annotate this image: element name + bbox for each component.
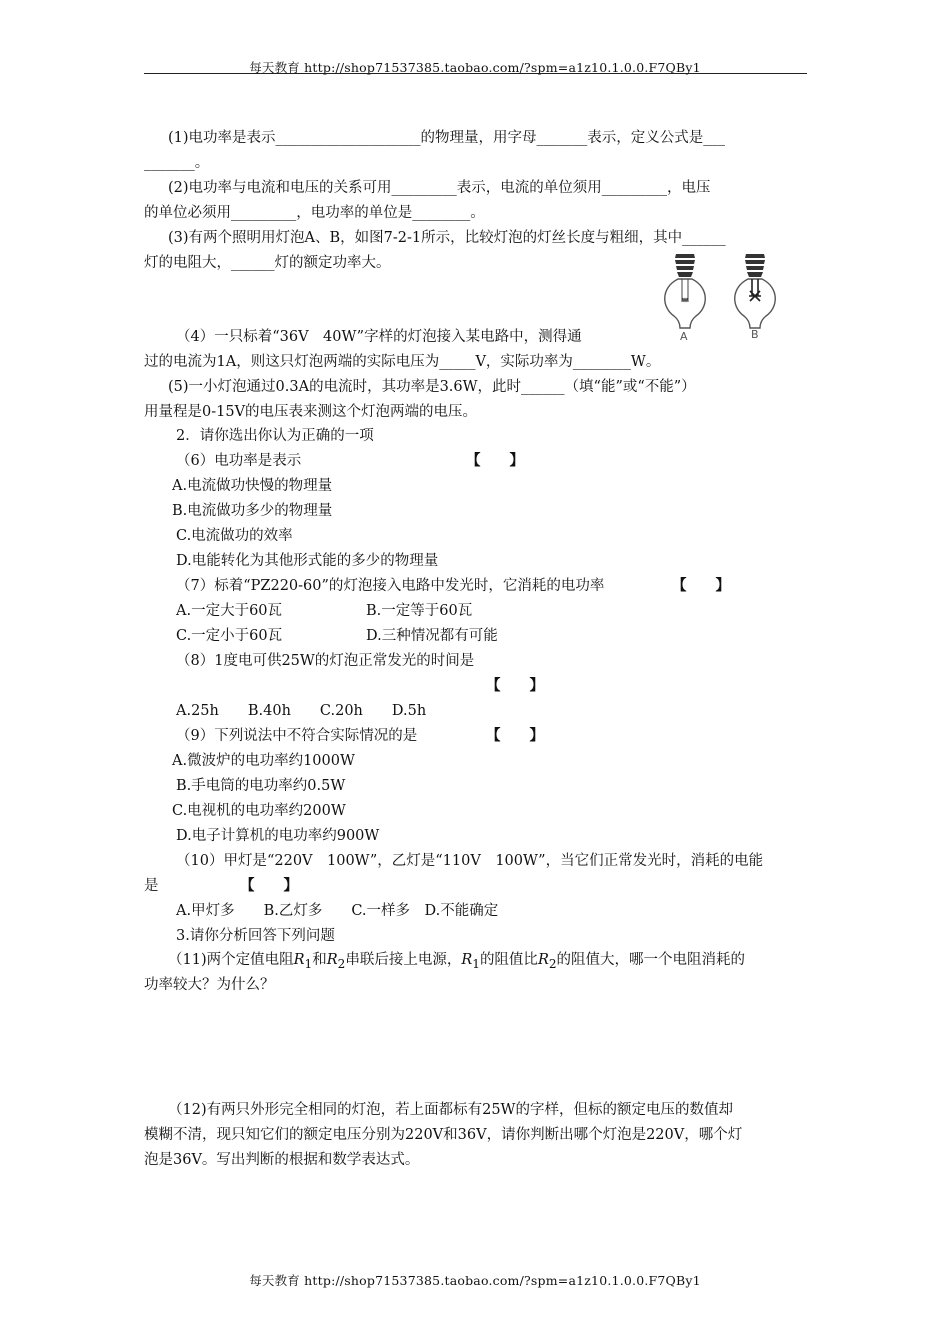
q6-option-b: B.电流做功多少的物理量 [172, 503, 333, 519]
bulb-b-label: B [751, 328, 759, 341]
q7-option-d: D.三种情况都有可能 [366, 628, 498, 644]
q10-answer-bracket: 【 】 [240, 877, 298, 894]
q2-line1: (2)电功率与电流和电压的关系可用_________表示，电流的单位须用_________，电压 [168, 180, 711, 196]
q6-stem: （6）电功率是表示 [176, 453, 302, 469]
q6-answer-bracket: 【 】 [466, 452, 524, 469]
q8-options: A.25h B.40h C.20h D.5h [176, 703, 427, 719]
bulb-figure [652, 250, 792, 345]
q8-answer-bracket: 【 】 [486, 677, 544, 694]
q9-answer-bracket: 【 】 [486, 727, 544, 744]
q7-stem: （7）标着“PZ220-60”的灯泡接入电路中发光时，它消耗的电功率 [176, 578, 605, 594]
q11-line2: 功率较大？为什么？ [144, 977, 275, 993]
q6-option-a: A.电流做功快慢的物理量 [172, 478, 333, 494]
q3-line1: (3)有两个照明用灯泡A、B，如图7-2-1所示，比较灯泡的灯丝长度与粗细，其中______ [168, 230, 726, 246]
q5-line1: (5)一小灯泡通过0.3A的电流时，其功率是3.6W，此时______（填“能”或“不能”） [168, 379, 696, 395]
q7-option-a: A.一定大于60瓦 [176, 603, 283, 619]
page-footer: 每天教育 http://shop71537385.taobao.com/?spm=a1z10.1.0.0.F7QBy1 [249, 1273, 701, 1288]
q7-answer-bracket: 【 】 [672, 577, 730, 594]
q9-stem: （9）下列说法中不符合实际情况的是 [176, 728, 418, 744]
q12-line3: 泡是36V。写出判断的根据和数学表达式。 [144, 1152, 420, 1168]
q12-line2: 模糊不清，现只知它们的额定电压分别为220V和36V，请你判断出哪个灯泡是220V，哪个灯 [144, 1127, 743, 1143]
q9-option-c: C.电视机的电功率约200W [172, 803, 346, 819]
q1-line2: _______。 [144, 155, 210, 171]
q4-line2: 过的电流为1A，则这只灯泡两端的实际电压为_____V，实际功率为________W。 [144, 354, 661, 370]
bulb-a-label: A [680, 330, 688, 343]
section-3-title: 3.请你分析回答下列问题 [176, 928, 335, 944]
q5-line2: 用量程是0-15V的电压表来测这个灯泡两端的电压。 [144, 404, 478, 420]
q9-option-b: B.手电筒的电功率约0.5W [176, 778, 346, 794]
section-2-title: 2．请你选出你认为正确的一项 [176, 428, 374, 444]
header-rule [144, 73, 807, 74]
q4-line1: （4）一只标着“36V 40W”字样的灯泡接入某电路中，测得通 [176, 329, 582, 345]
q10-line1: （10）甲灯是“220V 100W”，乙灯是“110V 100W”，当它们正常发光时，消耗的电能 [176, 853, 764, 869]
q11-line1: （11)两个定值电阻$R_1$和$R_2$串联后接上电源，$R_1$的阻值比$R_2$的阻值大，哪一个电阻消耗的 [168, 952, 746, 971]
bulb-b-illustration [735, 254, 776, 341]
page-header: 每天教育 http://shop71537385.taobao.com/?spm=a1z10.1.0.0.F7QBy1 [249, 60, 701, 75]
q7-option-c: C.一定小于60瓦 [176, 628, 283, 644]
q10-line2: 是 [144, 878, 159, 894]
q6-option-c: C.电流做功的效率 [176, 528, 293, 544]
q9-option-d: D.电子计算机的电功率约900W [176, 828, 380, 844]
q7-option-b: B.一定等于60瓦 [366, 603, 473, 619]
q8-stem: （8）1度电可供25W的灯泡正常发光的时间是 [176, 653, 475, 669]
q6-option-d: D.电能转化为其他形式能的多少的物理量 [176, 553, 439, 569]
q3-line2: 灯的电阻大，______灯的额定功率大。 [144, 255, 391, 271]
q12-line1: （12)有两只外形完全相同的灯泡，若上面都标有25W的字样，但标的额定电压的数值却 [168, 1102, 733, 1118]
q2-line2: 的单位必须用_________，电功率的单位是________。 [144, 205, 485, 221]
q9-option-a: A.微波炉的电功率约1000W [172, 753, 355, 769]
q1-line1: (1)电功率是表示____________________的物理量，用字母_______表示，定义公式是___ [168, 130, 726, 146]
q10-options: A.甲灯多 B.乙灯多 C.一样多 D.不能确定 [176, 903, 499, 919]
bulb-a-illustration [665, 254, 706, 343]
